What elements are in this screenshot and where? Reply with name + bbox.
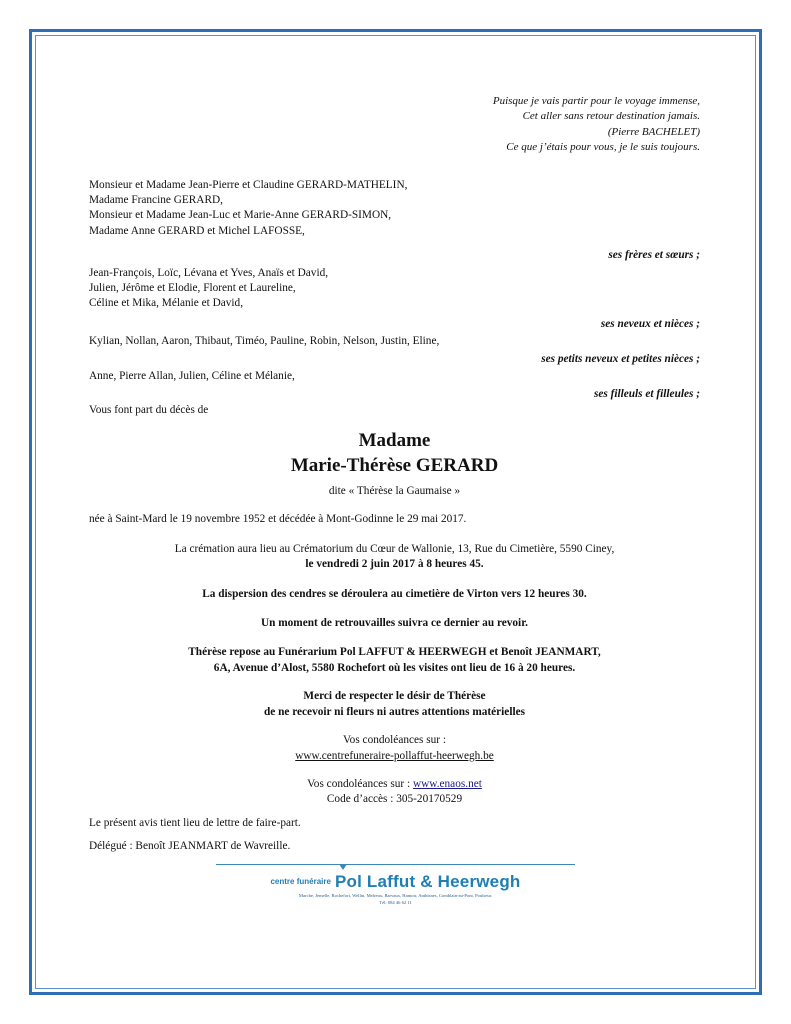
epigraph-poem (89, 94, 700, 155)
birth-death-line: née à Saint-Mard le 19 novembre 1952 et décédée à Mont-Godinne le 29 mai 2017. (89, 513, 467, 525)
rest-info (89, 645, 700, 676)
cremation-date: le vendredi 2 juin 2017 à 8 heures 45. (305, 558, 484, 570)
family-line: Madame Francine GERARD, (89, 194, 223, 207)
deceased-name: Marie-Thérèse GERARD (290, 455, 499, 476)
delegate-line: Délégué : Benoît JEANMART de Wavreille. (89, 840, 291, 852)
nephews-role: ses neveux et nièces ; (600, 318, 700, 330)
godchildren-list: Anne, Pierre Allan, Julien, Céline et Mélanie, (89, 370, 295, 382)
wish-line: de ne recevoir ni fleurs ni autres attentions matérielles (263, 705, 526, 718)
family-line: Madame Anne GERARD et Michel LAFOSSE, (89, 224, 305, 237)
logo-triangle-icon (339, 864, 347, 870)
family-line: Monsieur et Madame Jean-Luc et Marie-Anne GERARD-SIMON, (89, 209, 392, 222)
condolences-label: Vos condoléances sur : (307, 778, 413, 790)
siblings-list (89, 178, 700, 239)
siblings-role: ses frères et sœurs ; (608, 249, 700, 261)
godchildren-role: ses filleuls et filleules ; (593, 388, 700, 400)
condolences-1 (89, 733, 700, 764)
logo-prefix: centre funéraire (270, 877, 331, 886)
dispersion-text: La dispersion des cendres se déroulera au cimetière de Virton vers 12 heures 30. (202, 588, 587, 600)
deceased-nickname: dite « Thérèse la Gaumaise » (328, 485, 461, 497)
poem-line: Puisque je vais partir pour le voyage immense, (492, 95, 700, 107)
family-line: Monsieur et Madame Jean-Pierre et Claudine GERARD-MATHELIN, (89, 179, 408, 191)
deceased-title: Madame (358, 430, 431, 451)
logo-towns: Marche, Jemelle, Rochefort, Wellin, Melreux, Barvaux, Hamoir, Anthisnes, Comblain-au-Pont, Poulseur. (298, 893, 493, 898)
logo-brand: Pol Laffut & Heerwegh (334, 872, 521, 891)
rest-line: 6A, Avenue d’Alost, 5580 Rochefort où les visites ont lieu de 16 à 20 heures. (213, 661, 576, 674)
family-line: Céline et Mika, Mélanie et David, (89, 297, 244, 310)
condolences-label: Vos condoléances sur : (342, 734, 446, 746)
wish-line: Merci de respecter le désir de Thérèse (303, 690, 486, 702)
faire-part-note: Le présent avis tient lieu de lettre de faire-part. (89, 817, 301, 829)
poem-author: (Pierre BACHELET) (607, 125, 700, 138)
condolences-link-1[interactable]: www.centrefuneraire-pollaffut-heerwegh.be (295, 749, 494, 762)
logo-divider (216, 864, 575, 865)
family-line: Julien, Jérôme et Elodie, Florent et Laureline, (89, 282, 296, 295)
condolences-2 (89, 777, 700, 807)
poem-line: Cet aller sans retour destination jamais. (522, 110, 700, 123)
grandnephews-list: Kylian, Nollan, Aaron, Thibaut, Timéo, Pauline, Robin, Nelson, Justin, Eline, (89, 335, 440, 347)
wish-info (89, 689, 700, 720)
condolences-link-2[interactable]: www.enaos.net (412, 778, 482, 790)
logo-phone: Tél: 084 46 62 11 (379, 900, 412, 905)
gathering-text: Un moment de retrouvailles suivra ce dernier au revoir. (260, 617, 528, 629)
announce-text: Vous font part du décès de (89, 404, 209, 416)
nephews-list (89, 266, 700, 312)
poem-line: Ce que j’étais pour vous, je le suis toujours. (506, 140, 700, 153)
family-line: Jean-François, Loïc, Lévana et Yves, Anaïs et David, (89, 267, 329, 279)
grandnephews-role: ses petits neveux et petites nièces ; (541, 353, 700, 365)
rest-line: Thérèse repose au Funérarium Pol LAFFUT & HEERWEGH et Benoît JEANMART, (188, 646, 601, 658)
access-code: Code d’accès : 305-20170529 (326, 793, 463, 805)
funeral-home-logo (216, 872, 575, 906)
cremation-text: La crémation aura lieu au Crématorium du Cœur de Wallonie, 13, Rue du Cimetière, 5590 Ciney, (174, 543, 615, 555)
